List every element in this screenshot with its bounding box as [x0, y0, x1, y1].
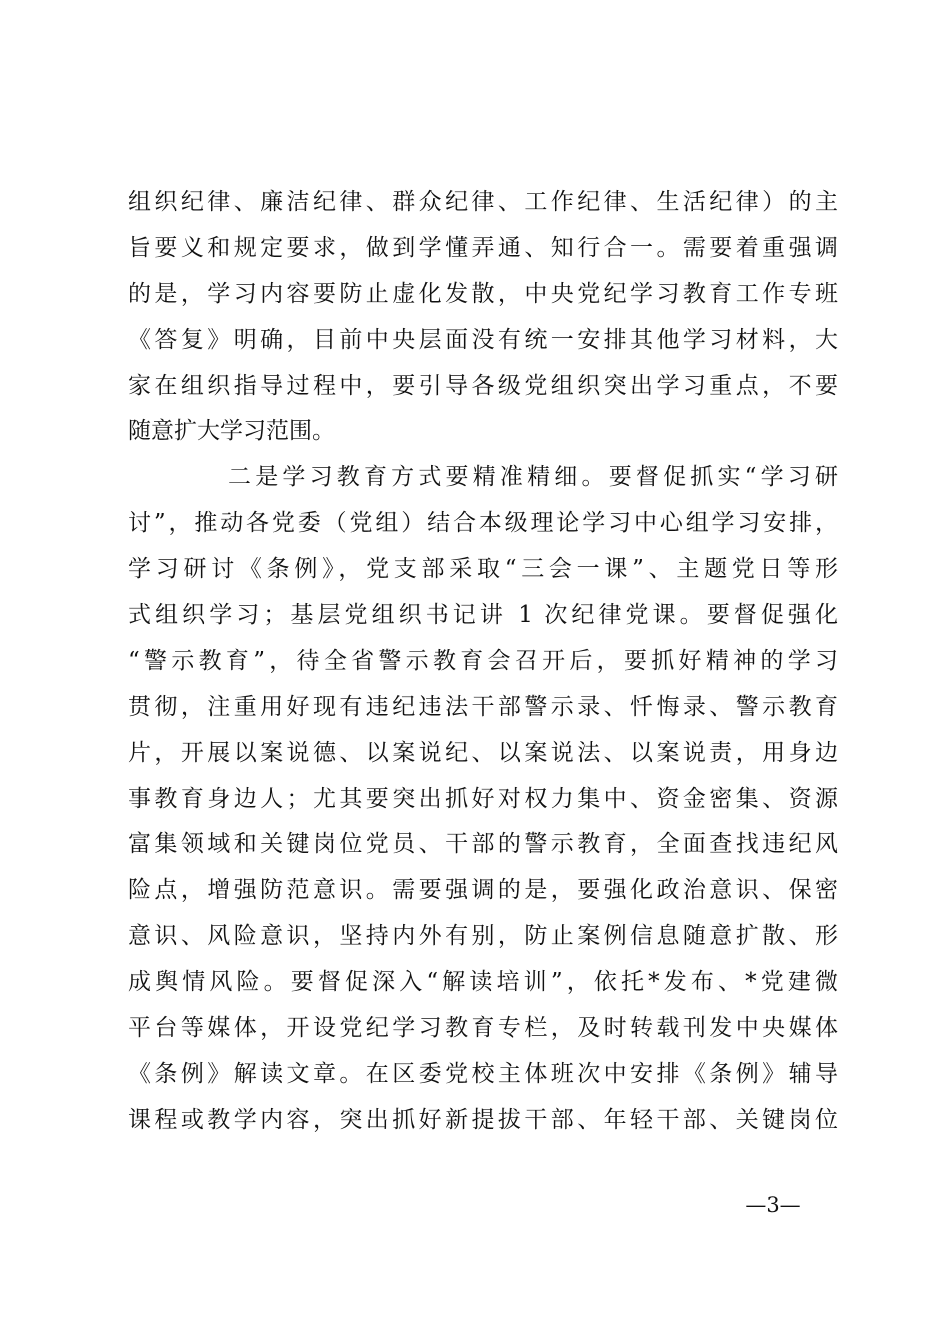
- page-number: —3—: [745, 1193, 801, 1217]
- text-line: 式组织学习；基层党组织书记讲 1 次纪律党课。要督促强化: [128, 602, 838, 629]
- text-line: 平台等媒体，开设党纪学习教育专栏，及时转载刊发中央媒体: [128, 1015, 838, 1042]
- text-line: 事教育身边人；尤其要突出抓好对权力集中、资金密集、资源: [128, 785, 838, 812]
- text-line: 片，开展以案说德、以案说纪、以案说法、以案说责，用身边: [128, 739, 838, 766]
- text-line: 的是，学习内容要防止虚化发散，中央党纪学习教育工作专班: [128, 280, 838, 307]
- text-line: 富集领域和关键岗位党员、干部的警示教育，全面查找违纪风: [128, 831, 838, 858]
- text-line: 二是学习教育方式要精准精细。要督促抓实“学习研: [228, 464, 838, 491]
- text-line: 成舆情风险。要督促深入“解读培训”，依托*发布、*党建微: [128, 969, 838, 996]
- text-line: “警示教育”，待全省警示教育会召开后，要抓好精神的学习: [128, 647, 838, 674]
- text-line: 组织纪律、廉洁纪律、群众纪律、工作纪律、生活纪律）的主: [128, 189, 838, 215]
- text-line: 讨”，推动各党委（党组）结合本级理论学习中心组学习安排，: [128, 510, 838, 537]
- text-line: 课程或教学内容，突出抓好新提拔干部、年轻干部、关键岗位: [128, 1106, 838, 1133]
- text-line: 险点，增强防范意识。需要强调的是，要强化政治意识、保密: [128, 877, 838, 904]
- text-line: 意识、风险意识，坚持内外有别，防止案例信息随意扩散、形: [128, 923, 838, 950]
- body-text: [128, 180, 838, 1144]
- text-line: 《条例》解读文章。在区委党校主体班次中安排《条例》辅导: [128, 1060, 838, 1087]
- text-line: 《答复》明确，目前中央层面没有统一安排其他学习材料，大: [128, 326, 838, 353]
- text-line: 家在组织指导过程中，要引导各级党组织突出学习重点，不要: [128, 372, 838, 399]
- text-line: 旨要义和规定要求，做到学懂弄通、知行合一。需要着重强调: [128, 234, 838, 261]
- text-line: 贯彻，注重用好现有违纪违法干部警示录、忏悔录、警示教育: [128, 693, 838, 720]
- text-line: 随意扩大学习范围。: [128, 418, 335, 445]
- text-line: 学习研讨《条例》，党支部采取“三会一课”、主题党日等形: [128, 556, 838, 583]
